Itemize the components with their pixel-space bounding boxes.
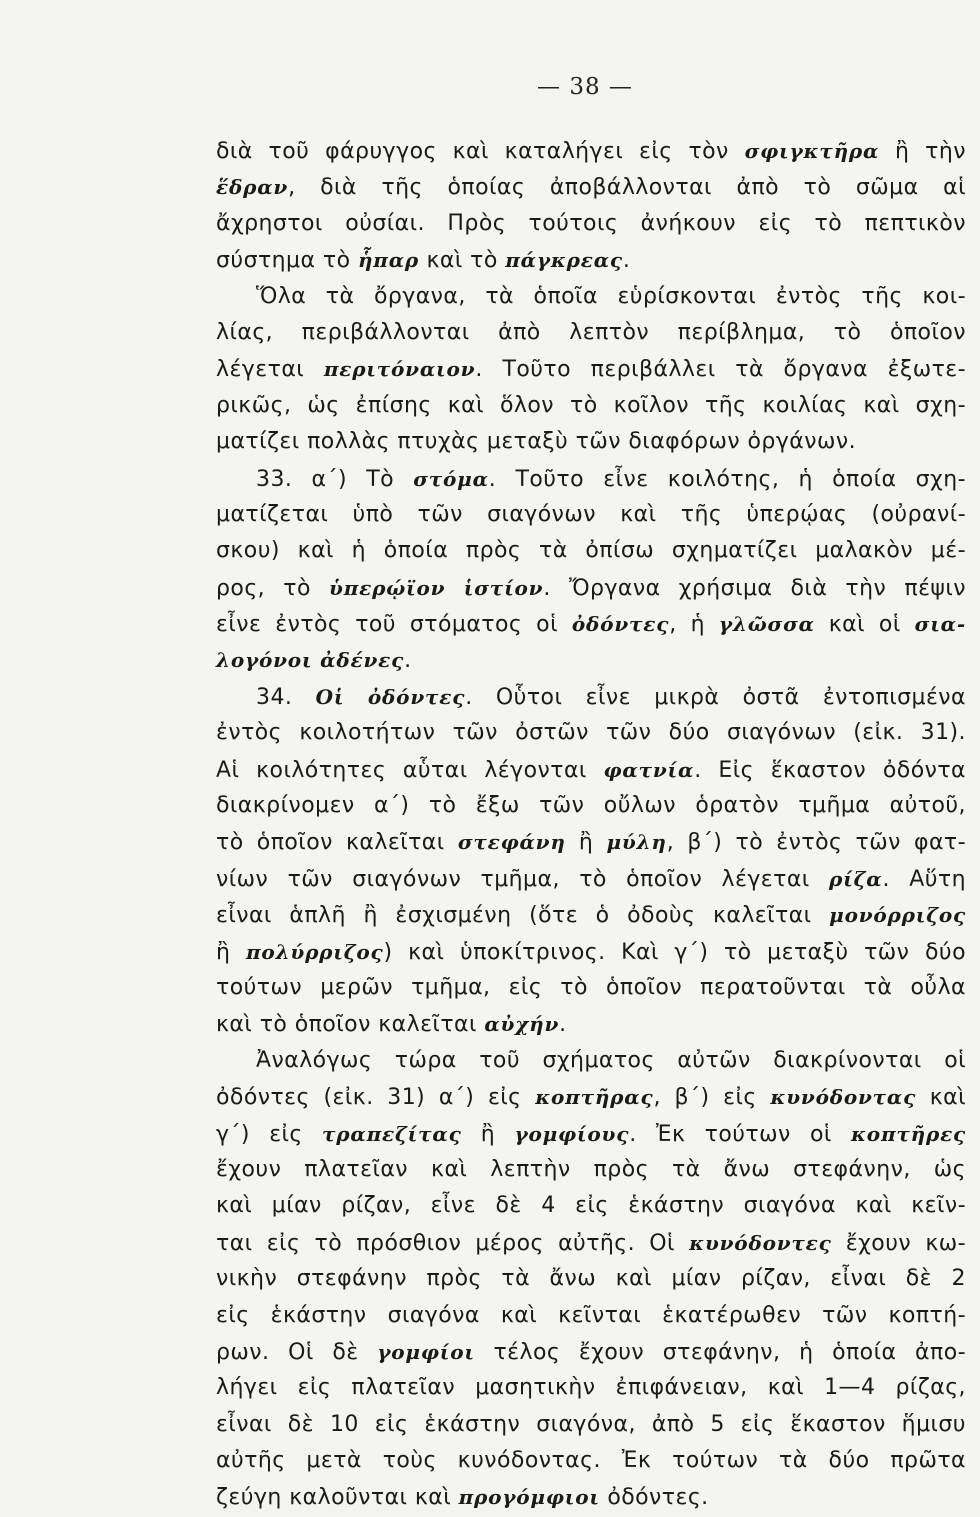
text-line bbox=[216, 824, 966, 860]
emphasized-term: μονόρριζος bbox=[829, 903, 966, 928]
text-segment: ἢ bbox=[216, 939, 246, 965]
text-segment: τὸ ὁποῖον καλεῖται bbox=[216, 830, 458, 856]
text-line bbox=[216, 1443, 966, 1479]
emphasized-term: γομφίους bbox=[514, 1121, 630, 1146]
text-segment: γ΄) εἰς bbox=[216, 1121, 323, 1147]
text-segment: , ἡ bbox=[669, 612, 719, 638]
text-segment: εἶναι δὲ 10 εἰς ἑκάστην σιαγόνα, ἀπὸ 5 εἰς ἕκαστον ἥμισυ bbox=[216, 1411, 966, 1437]
text-segment: ) καὶ ὑποκίτρινος. Καὶ γ΄) τὸ μεταξὺ τῶν δύο bbox=[383, 939, 966, 965]
text-segment: . bbox=[559, 1012, 567, 1038]
emphasized-term: γομφίοι bbox=[377, 1339, 475, 1364]
text-segment: . bbox=[404, 648, 412, 674]
text-segment: νίων τῶν σιαγόνων τμῆμα, τὸ ὁποῖον λέγεται bbox=[216, 866, 830, 892]
text-line bbox=[216, 388, 966, 424]
text-line bbox=[216, 715, 966, 751]
text-line bbox=[216, 970, 966, 1006]
text-segment: , β΄) εἰς bbox=[653, 1085, 771, 1111]
text-line bbox=[216, 169, 966, 205]
text-segment: λέγεται bbox=[216, 357, 324, 383]
emphasized-term: φατνία bbox=[603, 757, 695, 782]
text-segment: 33. α΄) Τὸ bbox=[256, 466, 414, 492]
body-text bbox=[216, 133, 966, 1516]
text-segment: . Τοῦτο εἶνε κοιλότης, ἡ ὁποία σχη- bbox=[488, 466, 966, 492]
emphasized-term: τραπεζίτας bbox=[322, 1121, 462, 1146]
emphasized-term: αὐχήν bbox=[484, 1012, 560, 1037]
text-segment: καὶ τὸ bbox=[419, 248, 506, 274]
text-segment: , διὰ τῆς ὁποίας ἀποβάλλονται ἀπὸ τὸ σῶμα αἱ bbox=[288, 175, 966, 201]
emphasized-term: στεφάνη bbox=[457, 830, 566, 855]
emphasized-term: ἕδραν bbox=[216, 175, 289, 200]
emphasized-term: κυνόδοντας bbox=[770, 1085, 917, 1110]
text-segment: εἶνε ἐντὸς τοῦ στόματος οἱ bbox=[216, 612, 572, 638]
emphasized-term: προγόμφιοι bbox=[458, 1485, 600, 1510]
text-segment: 34. bbox=[256, 684, 316, 710]
text-segment: . Τοῦτο περιβάλλει τὰ ὄργανα ἐξωτε- bbox=[475, 357, 966, 383]
text-segment: σκου) καὶ ἡ ὁποία πρὸς τὰ ὀπίσω σχηματίζει μαλακὸν μέ- bbox=[216, 538, 966, 564]
text-segment: τούτων μερῶν τμῆμα, εἰς τὸ ὁποῖον περατοῦνται τὰ οὖλα bbox=[216, 974, 966, 1000]
text-segment: ἄχρηστοι οὐσίαι. Πρὸς τούτοις ἀνήκουν εἰς τὸ πεπτικὸν bbox=[216, 210, 966, 236]
text-segment: , β΄) τὸ ἐντὸς τῶν φατ- bbox=[666, 830, 967, 856]
text-segment: ρος, τὸ bbox=[216, 575, 330, 601]
text-segment: καὶ bbox=[916, 1085, 967, 1111]
text-segment: . Ἐκ τούτων οἱ bbox=[629, 1121, 852, 1147]
emphasized-term: κοπτῆρας bbox=[535, 1085, 654, 1110]
text-line bbox=[216, 1152, 966, 1188]
text-segment: εἶναι ἁπλῆ ἢ ἐσχισμένη (ὅτε ὁ ὀδοὺς καλεῖται bbox=[216, 903, 830, 929]
text-segment: . Εἰς ἕκαστον ὀδόντα bbox=[694, 757, 966, 783]
text-line bbox=[216, 934, 966, 970]
text-segment: εἰς ἑκάστην σιαγόνα καὶ κεῖνται ἑκατέρωθεν τῶν κοπτή- bbox=[216, 1302, 966, 1328]
emphasized-term: πάγκρεας bbox=[505, 248, 623, 273]
text-line bbox=[216, 1479, 966, 1515]
text-segment: ἢ bbox=[565, 830, 607, 856]
text-segment: ἔχουν κω- bbox=[831, 1230, 966, 1256]
text-line bbox=[216, 1188, 966, 1224]
text-line bbox=[216, 279, 966, 315]
text-line bbox=[216, 242, 966, 278]
text-segment: ται εἰς τὸ πρόσθιον μέρος αὐτῆς. Οἱ bbox=[216, 1230, 690, 1256]
text-segment: ὀδόντες (εἰκ. 31) α΄) εἰς bbox=[216, 1085, 536, 1111]
text-segment: ὀδόντες. bbox=[599, 1485, 709, 1511]
text-segment: τέλος ἔχουν στεφάνην, ἡ ὁποία ἀπο- bbox=[474, 1339, 967, 1365]
text-line bbox=[216, 133, 966, 169]
text-line bbox=[216, 752, 966, 788]
text-segment: ματίζει πολλὰς πτυχὰς μεταξὺ τῶν διαφόρων ὀργάνων. bbox=[216, 429, 857, 455]
text-line bbox=[216, 606, 966, 642]
text-segment: ἔχουν πλατεῖαν καὶ λεπτὴν πρὸς τὰ ἄνω στεφάνην, ὡς bbox=[216, 1156, 966, 1182]
text-segment: λίας, περιβάλλονται ἀπὸ λεπτὸν περίβλημα, τὸ ὁποῖον bbox=[216, 319, 966, 345]
text-line bbox=[216, 1006, 966, 1042]
text-segment: ματίζεται ὑπὸ τῶν σιαγόνων καὶ τῆς ὑπερῴας (οὐρανί- bbox=[216, 501, 966, 527]
text-line bbox=[216, 424, 966, 460]
emphasized-term: μύλη bbox=[606, 830, 667, 855]
text-line bbox=[216, 788, 966, 824]
text-line bbox=[216, 461, 966, 497]
text-segment: Ἀναλόγως τώρα τοῦ σχήματος αὐτῶν διακρίνονται οἱ bbox=[256, 1047, 966, 1073]
emphasized-term: σφιγκτῆρα bbox=[744, 139, 880, 163]
emphasized-term: ὀδόντες bbox=[571, 612, 670, 637]
text-line bbox=[216, 315, 966, 351]
text-line bbox=[216, 1261, 966, 1297]
text-segment: νικὴν στεφάνην πρὸς τὰ ἄνω καὶ μίαν ρίζαν, εἶναι δὲ 2 bbox=[216, 1266, 966, 1292]
emphasized-term: γλῶσσα bbox=[718, 612, 815, 637]
text-line bbox=[216, 570, 966, 606]
page-number: — 38 — bbox=[537, 74, 633, 100]
text-line bbox=[216, 1334, 966, 1370]
text-segment: . bbox=[622, 248, 631, 274]
text-segment: Αἱ κοιλότητες αὗται λέγονται bbox=[216, 757, 604, 783]
text-segment: ρων. Οἱ δὲ bbox=[216, 1339, 378, 1365]
text-segment: . Ὄργανα χρήσιμα διὰ τὴν πέψιν bbox=[543, 575, 967, 601]
text-line bbox=[216, 206, 966, 242]
emphasized-term: ἧπαρ bbox=[357, 248, 420, 273]
text-line bbox=[216, 351, 966, 387]
emphasized-term: στόμα bbox=[413, 466, 489, 491]
text-segment: . Αὕτη bbox=[882, 866, 966, 892]
text-line bbox=[216, 1043, 966, 1079]
text-line bbox=[216, 1116, 966, 1152]
text-segment: διὰ τοῦ φάρυγγος καὶ καταλήγει εἰς τὸν bbox=[216, 139, 745, 164]
text-line bbox=[216, 642, 966, 678]
text-segment: καὶ τὸ ὁποῖον καλεῖται bbox=[216, 1012, 485, 1038]
text-segment: λήγει εἰς πλατεῖαν μασητικὴν ἐπιφάνειαν, καὶ 1—4 ρίζας, bbox=[216, 1375, 966, 1401]
text-line bbox=[216, 861, 966, 897]
text-segment: ζεύγη καλοῦνται καὶ bbox=[216, 1485, 459, 1511]
text-segment: αὐτῆς μετὰ τοὺς κυνόδοντας. Ἐκ τούτων τὰ δύο πρῶτα bbox=[216, 1448, 966, 1474]
emphasized-term: λογόνοι ἀδένες bbox=[216, 648, 405, 673]
text-line bbox=[216, 497, 966, 533]
emphasized-term: πολύρριζος bbox=[245, 939, 384, 964]
text-segment: ἐντὸς κοιλοτήτων τῶν ὀστῶν τῶν δύο σιαγόνων (εἰκ. 31). bbox=[216, 720, 966, 746]
text-segment: . Οὗτοι εἶνε μικρὰ ὀστᾶ ἐντοπισμένα bbox=[465, 684, 966, 710]
emphasized-term: κοπτῆρες bbox=[851, 1121, 967, 1146]
text-line bbox=[216, 1079, 966, 1115]
text-segment: καὶ μίαν ρίζαν, εἶνε δὲ 4 εἰς ἑκάστην σιαγόνα καὶ κεῖν- bbox=[216, 1193, 966, 1219]
text-segment: διακρίνομεν α΄) τὸ ἔξω τῶν οὔλων ὁρατὸν τμῆμα αὐτοῦ, bbox=[216, 793, 966, 819]
text-line bbox=[216, 1370, 966, 1406]
text-segment: καὶ οἱ bbox=[814, 612, 915, 638]
text-line bbox=[216, 679, 966, 715]
text-segment: σύστημα τὸ bbox=[216, 248, 358, 274]
emphasized-term: ρίζα bbox=[829, 866, 883, 891]
text-line bbox=[216, 1298, 966, 1334]
text-line bbox=[216, 1225, 966, 1261]
text-segment: Ὅλα τὰ ὄργανα, τὰ ὁποῖα εὑρίσκονται ἐντὸς τῆς κοι- bbox=[256, 283, 966, 309]
text-segment: ἢ bbox=[461, 1121, 515, 1147]
text-segment: ρικῶς, ὡς ἐπίσης καὶ ὅλον τὸ κοῖλον τῆς κοιλίας καὶ σχη- bbox=[216, 392, 966, 418]
text-line bbox=[216, 897, 966, 933]
emphasized-term: κυνόδοντες bbox=[689, 1230, 832, 1255]
emphasized-term: Οἱ ὀδόντες bbox=[315, 684, 466, 709]
text-line bbox=[216, 533, 966, 569]
emphasized-term: ὑπερῴϊον ἱστίον bbox=[329, 575, 544, 600]
emphasized-term: σια- bbox=[914, 612, 966, 637]
emphasized-term: περιτόναιον bbox=[323, 357, 476, 382]
text-segment: ἢ τὴν bbox=[879, 139, 967, 164]
text-line bbox=[216, 1407, 966, 1443]
